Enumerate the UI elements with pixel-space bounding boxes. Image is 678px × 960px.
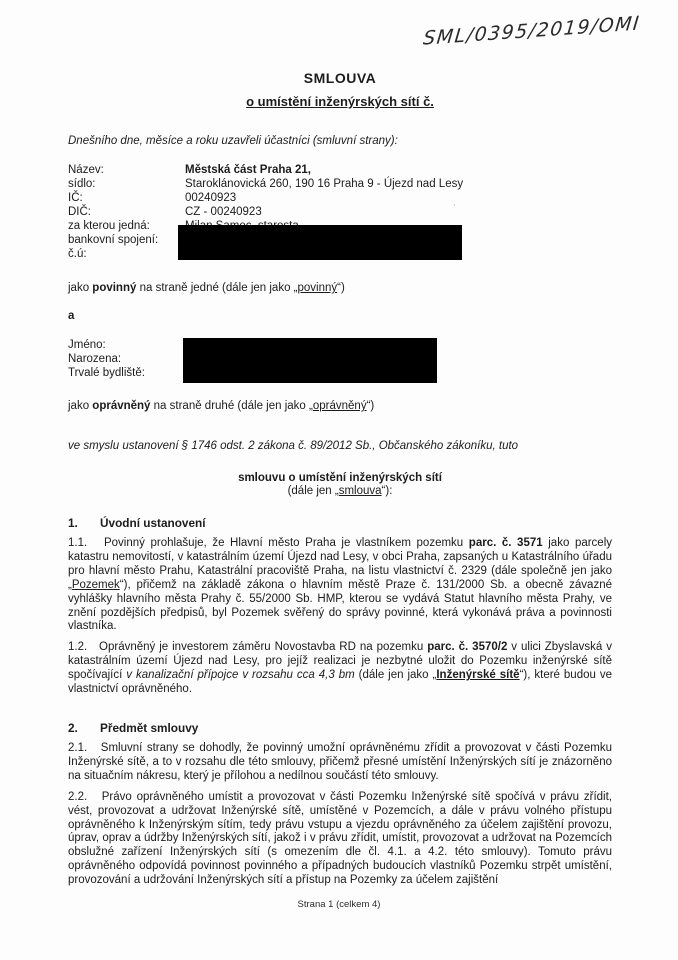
party1-details [68,163,612,261]
section-2-heading [68,721,612,735]
field-value: 00240923 [185,192,237,204]
field-label: DIČ: [68,206,91,218]
field-label: IČ: [68,192,83,204]
field-label: bankovní spojení: [68,234,159,246]
party1-role-line: jako povinný na straně jedné (dále jen jako „povinný“) [68,282,345,294]
field-value: Staroklánovická 260, 190 16 Praha 9 - Újezd nad Lesy [185,178,464,190]
field-label: Jméno: [68,339,106,351]
party1-row-dic [68,205,612,219]
section-title: Úvodní ustanovení [100,516,206,530]
scan-speck: ˈ [453,203,456,213]
section-number: 2. [68,720,78,735]
opening-line: Dnešního dne, měsíce a roku uzavřeli účastníci (smluvní strany): [68,135,398,147]
paragraph-1-2: 1.2. Oprávněný je investorem záměru Novostavba RD na pozemku parc. č. 3570/2 v ulici Zbyslavská v katastrálním území Újezd nad Lesy, pro jejíž realizaci je nezbytné uložit do Pozemku inženýrské sítě spočívající v kanalizační přípojce v rozsahu cca 4,3 bm (dále jen jako „Inženýrské sítě“), které budou ve vlastnictví oprávněného. [68,641,612,696]
redaction-box-bank-details [178,225,462,260]
document-subtitle: o umístění inženýrských sítí č. [246,94,434,109]
field-label: Trvalé bydliště: [68,367,145,379]
field-label: za kterou jedná: [68,220,150,232]
field-value: CZ - 00240923 [185,206,262,218]
paragraph-2-1: 2.1. Smluvní strany se dohodly, že povinný umožní oprávněnému zřídit a provozovat v části Pozemku Inženýrské sítě, a to v rozsahu dle této smlouvy, přičemž přesné umístění Inženýrských sítí je znázorněno na situačním nákresu, který je přílohou a nedílnou součástí této smlouvy. [68,741,612,782]
connector-and: a [68,310,75,322]
legal-basis-line: ve smyslu ustanovení § 1746 odst. 2 zákona č. 89/2012 Sb., Občanského zákoníku, tuto [68,440,519,452]
field-label: č.ú: [68,248,87,260]
document-title: SMLOUVA [303,70,377,86]
section-number: 1. [68,516,78,530]
party1-row-ic [68,191,612,205]
field-label: sídlo: [68,178,96,190]
paragraph-2-2: 2.2. Právo oprávněného umístit a provozovat v části Pozemku Inženýrské sítě spočívá v právu zřídit, vést, provozovat a udržovat Inženýrské sítě, umístěné v Pozemcích, a dále v právu volného přístupu oprávněného k Inženýrským sítím, tedy právu vstupu a vjezdu oprávněného za účelem zajištění provozu, úprav, oprav a údržby Inženýrských sítí, jakož i v právu zřídit, umístit, provozovat a udržovat na Pozemcích obslužné zařízení Inženýrských sítí (s omezením dle čl. 4.1. a 4.2. této smlouvy). Tomuto právu oprávněného odpovídá povinnost povinného a případných budoucích vlastníků Pozemku strpět umístění, provozování a udržování Inženýrských sítí a přístup na Pozemky za účelem zajištění [68,790,612,887]
party1-row-nazev [68,163,612,177]
party2-role-line: jako oprávněný na straně druhé (dále jen jako „oprávněný“) [68,400,375,412]
document-content [0,70,678,888]
party2-details [68,338,612,386]
party1-row-sidlo [68,177,612,191]
contract-name: smlouvu o umístění inženýrských sítí [238,472,442,484]
contract-name-note: (dále jen „smlouva“): [287,485,393,497]
handwritten-reference-number: SML/0395/2019/OMI [421,12,641,50]
paragraph-1-1: 1.1. Povinný prohlašuje, že Hlavní město Praha je vlastníkem pozemku parc. č. 3571 jako parcely katastru nemovitostí, v katastrálním území Újezd nad Lesy, v obci Praha, zapsaných u Katastrálního úřadu pro hlavní město Prahu, Katastrální pracoviště Praha, na listu vlastnictví č. 2329 (dále společně jen jako „Pozemek“), přičemž na základě zákona o hlavním městě Praze č. 131/2000 Sb. a obecně závazné vyhlášky hlavního města Prahy č. 55/2000 Sb. HMP, kterou se vydává Statut hlavního města Prahy, ve znění pozdějších předpisů, byl Pozemek svěřený do správy povinné, která vykonává práva a povinnosti vlastníka. [68,537,613,633]
section-title: Předmět smlouvy [100,720,199,735]
page-footer: Strana 1 (celkem 4) [297,899,381,910]
field-value: Městská část Praha 21, [185,164,311,176]
field-label: Narozena: [68,353,122,365]
redaction-box-personal-details [183,338,437,383]
field-label: Název: [68,164,104,176]
section-1-heading [68,516,612,530]
